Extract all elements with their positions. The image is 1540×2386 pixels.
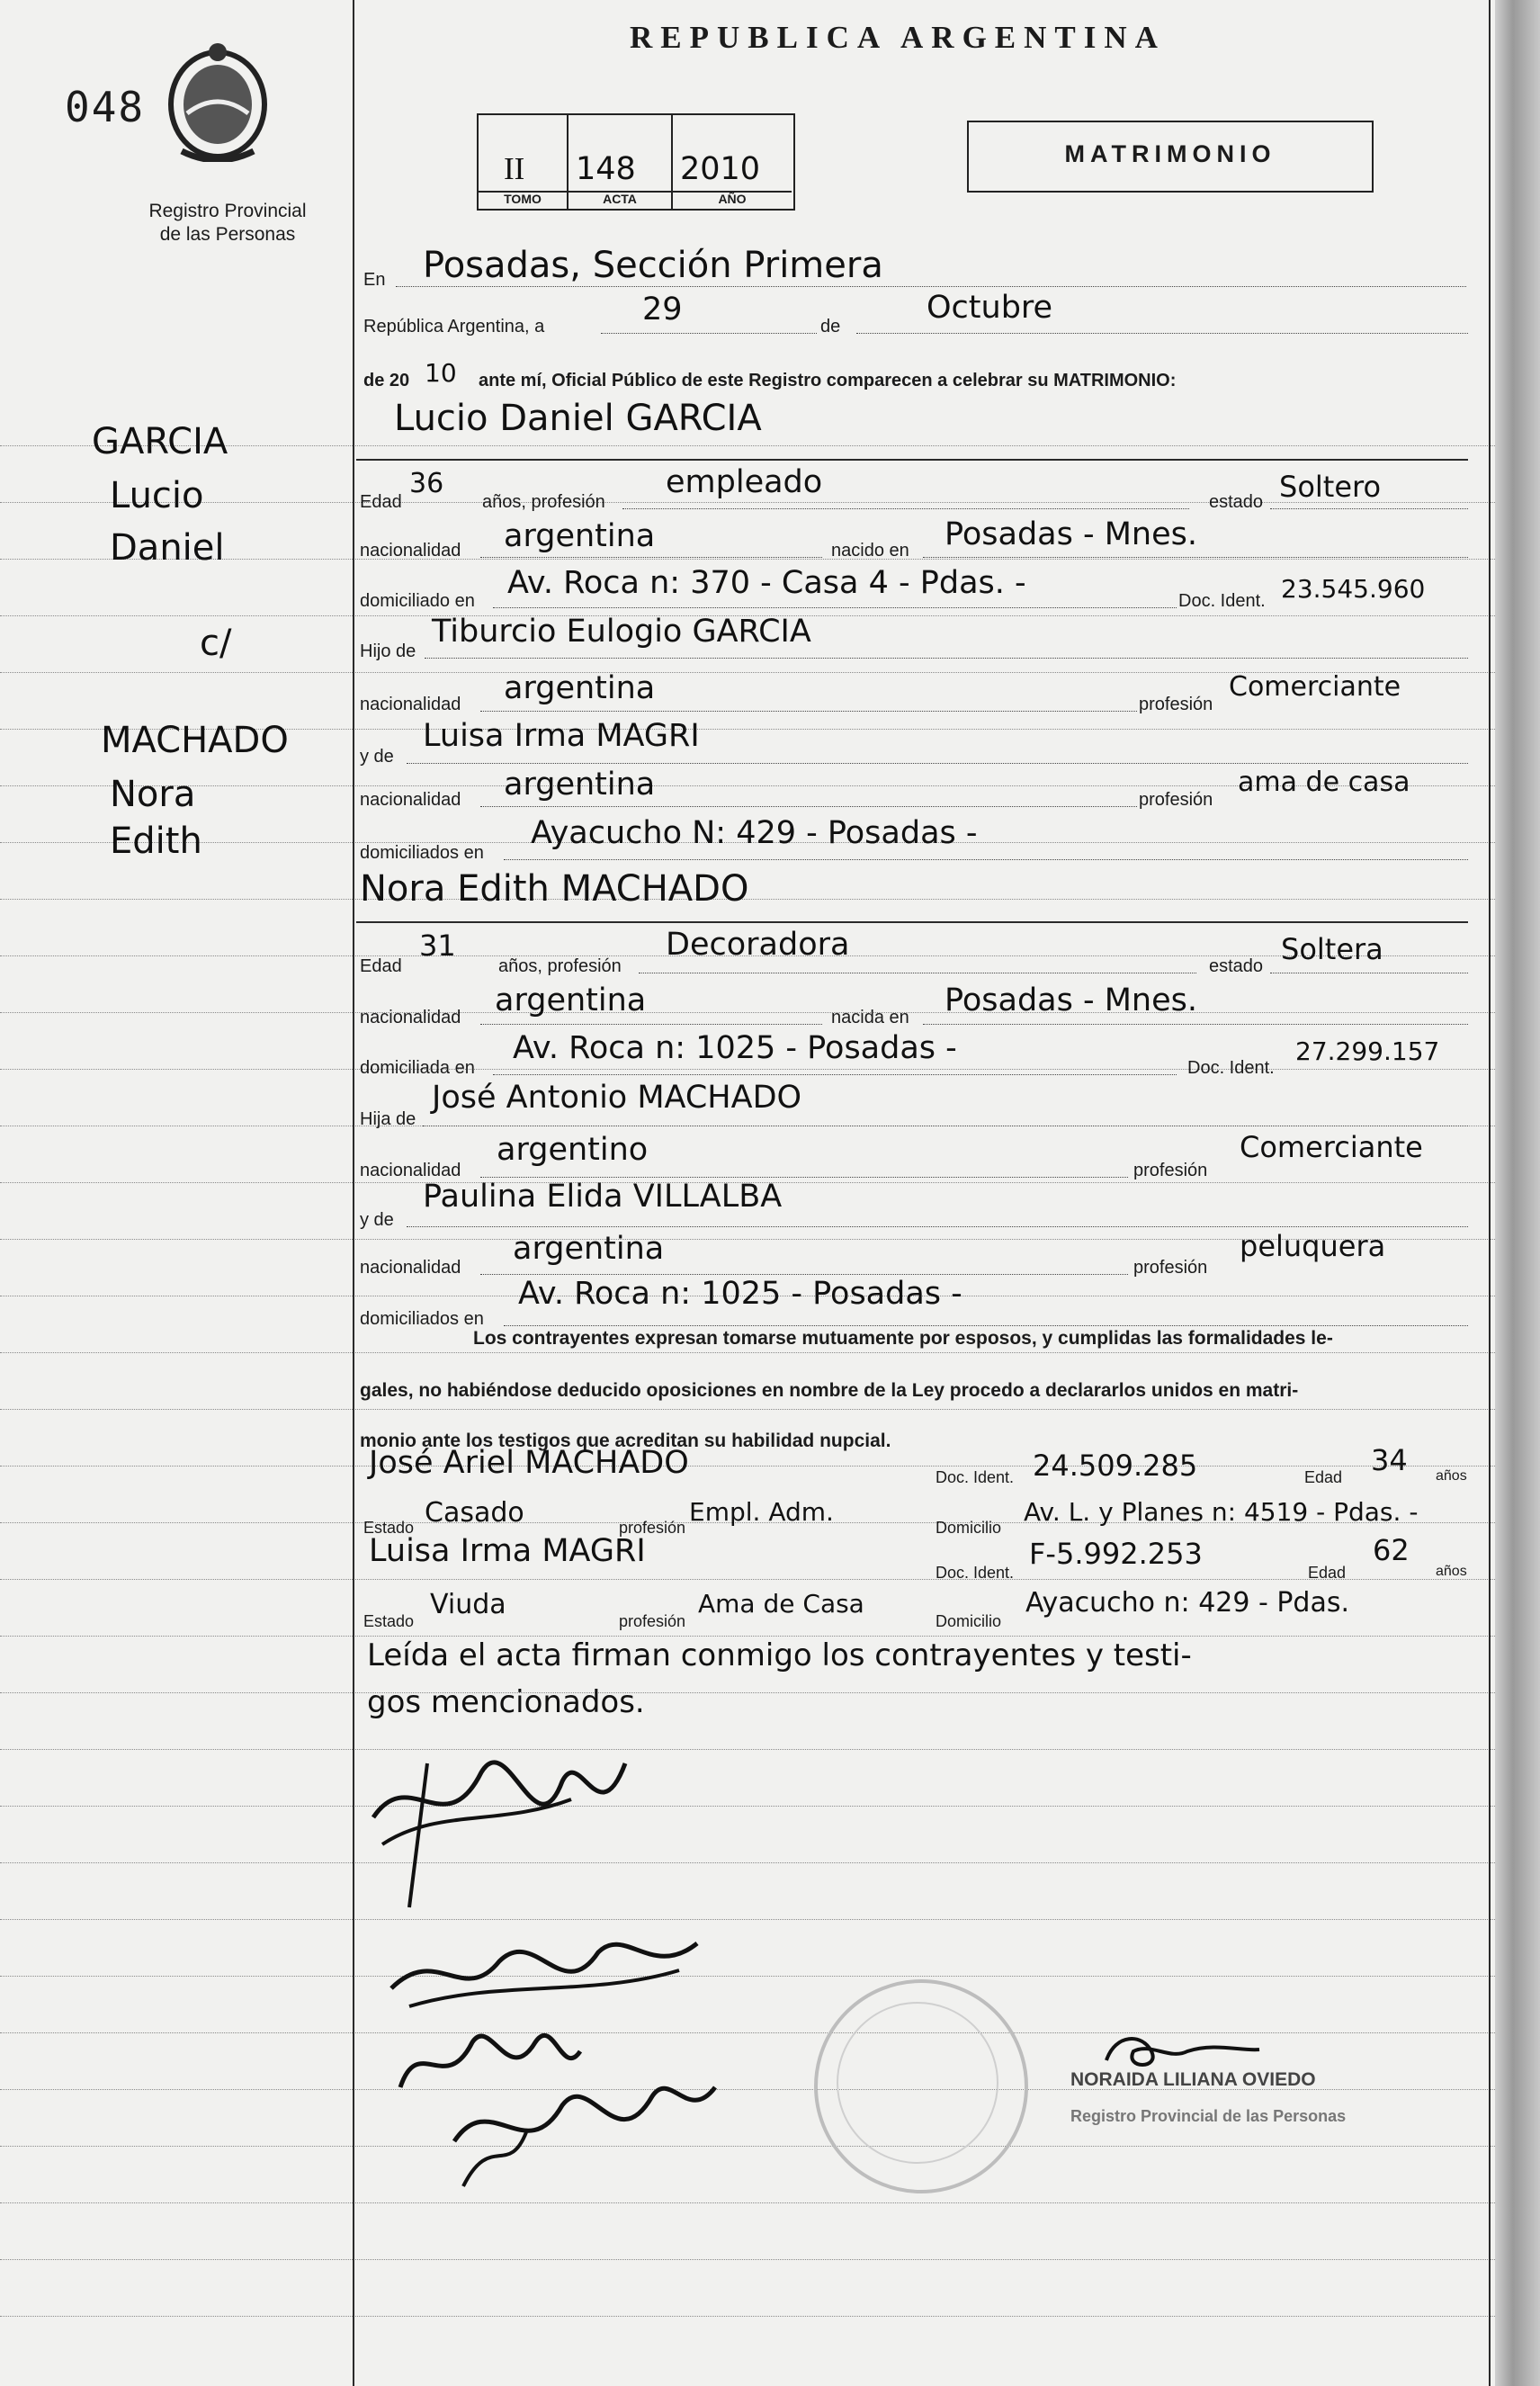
declaration-text: ante mí, Oficial Público de este Registro comparecen a celebrar su MATRIMONIO:	[479, 371, 1177, 390]
witness-1-age: 34	[1371, 1443, 1408, 1477]
witness-1-address: Av. L. y Planes n: 4519 - Pdas. -	[1024, 1497, 1419, 1527]
tomo-value: II	[504, 151, 525, 186]
acta-label: ACTA	[603, 192, 637, 206]
year-value: 10	[425, 358, 457, 388]
official-stamp-inner	[837, 2002, 998, 2164]
acta-value: 148	[576, 151, 636, 187]
place-value: Posadas, Sección Primera	[423, 245, 883, 286]
registry-name: Registro Provincial de las Personas	[148, 201, 307, 245]
witness-2-status: Viuda	[430, 1589, 506, 1620]
witness-1-name: José Ariel MACHADO	[369, 1445, 689, 1481]
anio-label: AÑO	[718, 192, 747, 206]
de-label: de	[820, 317, 841, 336]
right-border	[1489, 0, 1491, 2386]
groom-status: Soltero	[1279, 470, 1382, 504]
bride-status: Soltera	[1281, 932, 1383, 966]
bride-father: José Antonio MACHADO	[432, 1080, 802, 1116]
witness-1-status: Casado	[425, 1497, 524, 1529]
witness-2-name: Luisa Irma MAGRI	[369, 1533, 646, 1569]
folio-number: 048	[65, 83, 146, 131]
closing-line-2: gos mencionados.	[367, 1684, 645, 1720]
country-title: REPUBLICA ARGENTINA	[630, 20, 1166, 55]
groom-nationality: argentina	[504, 518, 656, 554]
groom-father: Tiburcio Eulogio GARCIA	[432, 614, 811, 650]
bride-parents-address: Av. Roca n: 1025 - Posadas -	[518, 1276, 962, 1312]
page-edge	[1495, 0, 1540, 2386]
margin-divider	[353, 0, 354, 2386]
legal-text-3: monio ante los testigos que acreditan su habilidad nupcial.	[360, 1431, 891, 1451]
en-label: En	[363, 270, 386, 290]
signatures	[355, 1709, 805, 2195]
closing-line-1: Leída el acta firman conmigo los contrayentes y testi-	[367, 1637, 1192, 1673]
witness-1-doc: 24.509.285	[1033, 1449, 1198, 1483]
groom-mother-profession: ama de casa	[1238, 767, 1410, 798]
groom-profession: empleado	[666, 464, 823, 500]
groom-address: Av. Roca n: 370 - Casa 4 - Pdas. -	[507, 565, 1026, 601]
bride-birthplace: Posadas - Mnes.	[945, 982, 1198, 1018]
groom-parents-address: Ayacucho N: 429 - Posadas -	[531, 815, 978, 851]
groom-birthplace: Posadas - Mnes.	[945, 516, 1198, 552]
anio-value: 2010	[680, 151, 761, 187]
bride-nationality: argentina	[495, 982, 647, 1018]
certificate-page: 048 Registro Provincial de las Personas REPUBLICA ARGENTINA II 148 2010 TOMO ACTA AÑO MATRIMONIO GARCIA Lucio Daniel c/ MACHADO Nora Edith En Posadas, Sección Primera República Argentina, a 29 de Octubre de 20 10 ante mí, Oficial Público de este Registro comparecen a celebrar su MATRIMONIO: Lucio Daniel GARCIA Edad 36 años, profesión empleado estado Soltero nacionalidad argentina nacido en Posadas - Mnes. domiciliado en Av. Roca n: 370 - Casa 4 - Pdas. - Doc. Ident. 23.545.960 Hijo de Tiburcio Eulogio GARCIA nacionalidad argentina profesión Comerciante y de Luisa Irma MAGRI nacionalidad argentina profesión ama de casa domiciliados en Ayacucho N: 429 - Posadas - Nora Edith MACHADO Edad 31 años, profesión Decoradora estado Soltera nacionalidad argentina nacida en Posadas - Mnes. domiciliada en Av. Roca n: 1025 - Posadas - Doc. Ident. 27.299.157 Hija de José Antonio MACHADO nacionalidad argentino profesión Comerciante y de Paulina Elida VILLALBA nacionalidad argentina profesión peluquera domiciliados en Av. Roca n: 1025 - Posadas - Los contrayentes expresan tomarse mutuamente por esposos, y cumplidas las formalidades le- gales, no habiéndose deducido oposiciones en nombre de la Ley procedo a declararlos unidos en matri- monio ante los testigos que acreditan su habilidad nupcial. José Ariel MACHADO Doc. Ident. 24.509.285 Edad 34 años Estado Casado profesión Empl. Adm. Domicilio Av. L. y Planes n: 4519 - Pdas. - Luisa Irma MAGRI Doc. Ident. F-5.992.253 Edad 62 años Estado Viuda profesión Ama de Casa Domicilio Ayacucho n: 429 - Pdas. Leída el acta firman conmigo los contrayentes y testi- gos mencionados. NORAIDA LILIANA OVIEDO Registro Provincial de las Personas	[0, 0, 1495, 2386]
provincial-seal-icon	[155, 36, 281, 162]
groom-name: Lucio Daniel GARCIA	[394, 398, 762, 439]
bride-mother: Paulina Elida VILLALBA	[423, 1179, 783, 1215]
witness-1-profession: Empl. Adm.	[689, 1497, 834, 1527]
witness-2-address: Ayacucho n: 429 - Pdas.	[1025, 1587, 1350, 1619]
legal-text-2: gales, no habiéndose deducido oposiciones en nombre de la Ley procedo a declararlos unidos en matri-	[360, 1380, 1299, 1401]
witness-2-age: 62	[1373, 1533, 1410, 1567]
officer-name: NORAIDA LILIANA OVIEDO	[1070, 2069, 1316, 2090]
witness-2-profession: Ama de Casa	[698, 1589, 864, 1619]
legal-text-1: Los contrayentes expresan tomarse mutuamente por esposos, y cumplidas las formalidades le-	[473, 1328, 1333, 1349]
bride-age: 31	[419, 928, 456, 963]
republica-label: República Argentina, a	[363, 317, 545, 336]
doc-type-box	[967, 121, 1374, 193]
groom-mother-nationality: argentina	[504, 767, 656, 803]
groom-mother: Luisa Irma MAGRI	[423, 718, 700, 754]
witness-2-doc: F-5.992.253	[1029, 1537, 1203, 1571]
bride-profession: Decoradora	[666, 927, 850, 963]
groom-father-profession: Comerciante	[1229, 671, 1401, 703]
officer-office: Registro Provincial de las Personas	[1070, 2107, 1347, 2125]
groom-doc: 23.545.960	[1281, 574, 1426, 604]
bride-mother-nationality: argentina	[513, 1231, 665, 1267]
groom-age: 36	[409, 468, 444, 499]
bride-address: Av. Roca n: 1025 - Posadas -	[513, 1030, 957, 1066]
bride-doc: 27.299.157	[1295, 1036, 1440, 1066]
bride-name: Nora Edith MACHADO	[360, 868, 749, 910]
bride-father-profession: Comerciante	[1240, 1130, 1423, 1164]
bride-mother-profession: peluquera	[1240, 1229, 1386, 1263]
month-value: Octubre	[927, 290, 1053, 326]
tomo-label: TOMO	[504, 192, 542, 206]
groom-father-nationality: argentina	[504, 670, 656, 706]
bride-father-nationality: argentino	[497, 1132, 649, 1168]
doc-type-label: MATRIMONIO	[1064, 140, 1276, 167]
day-value: 29	[642, 292, 683, 327]
year-prefix: de 20	[363, 371, 410, 390]
